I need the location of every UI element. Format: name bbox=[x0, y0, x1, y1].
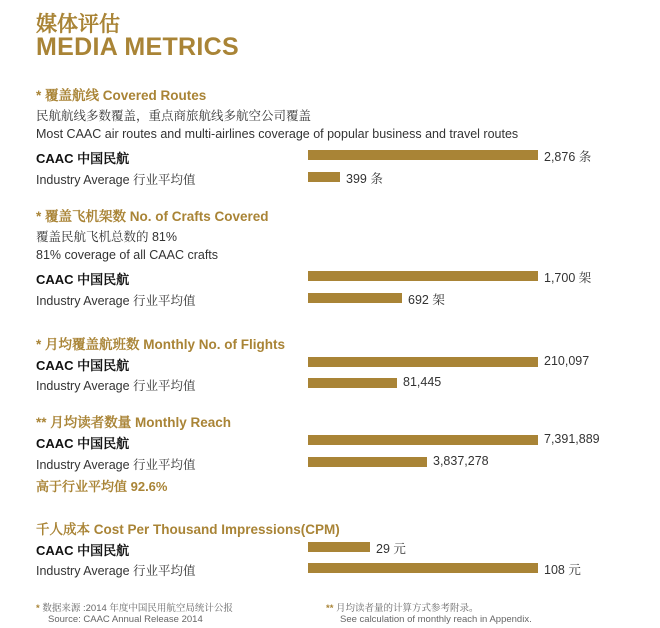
bar-industry bbox=[308, 378, 397, 388]
footnote-appendix-cn: 月均读者量的计算方式参考附录。 bbox=[336, 603, 479, 614]
bar-industry bbox=[308, 172, 340, 182]
section-description-cn: 覆盖民航飞机总数的 81% bbox=[36, 230, 177, 244]
bar-caac bbox=[308, 542, 370, 552]
row-label-industry: Industry Average 行业平均值 bbox=[36, 379, 196, 393]
section-title: * 覆盖航线 Covered Routes bbox=[36, 88, 207, 103]
bar-caac bbox=[308, 435, 538, 445]
bar-industry bbox=[308, 293, 402, 303]
section-title: * 月均覆盖航班数 Monthly No. of Flights bbox=[36, 337, 285, 352]
value-label-caac: 1,700 架 bbox=[544, 271, 592, 285]
footnote-source-en: Source: CAAC Annual Release 2014 bbox=[48, 614, 203, 625]
value-label-industry: 81,445 bbox=[403, 375, 442, 389]
section-title: ** 月均读者数量 Monthly Reach bbox=[36, 415, 232, 430]
footnote-appendix-en: See calculation of monthly reach in Appendix. bbox=[340, 614, 532, 625]
row-label-industry: Industry Average 行业平均值 bbox=[36, 458, 196, 472]
value-label-caac: 29 元 bbox=[376, 542, 406, 556]
value-label-caac: 210,097 bbox=[544, 354, 590, 368]
value-label-industry: 108 元 bbox=[544, 563, 581, 577]
reach-highlight-note: 高于行业平均值 92.6% bbox=[36, 479, 168, 494]
value-label-caac: 7,391,889 bbox=[544, 432, 600, 446]
row-label-caac: CAAC 中国民航 bbox=[36, 543, 130, 558]
row-label-caac: CAAC 中国民航 bbox=[36, 151, 130, 166]
value-label-caac: 2,876 条 bbox=[544, 150, 592, 164]
bar-caac bbox=[308, 150, 538, 160]
section-description-en: 81% coverage of all CAAC crafts bbox=[36, 248, 219, 262]
bar-caac bbox=[308, 357, 538, 367]
row-label-caac: CAAC 中国民航 bbox=[36, 358, 130, 373]
section-title: 千人成本 Cost Per Thousand Impressions(CPM) bbox=[36, 522, 340, 537]
footnote-mark: ** bbox=[326, 603, 334, 614]
bar-industry bbox=[308, 563, 538, 573]
value-label-industry: 3,837,278 bbox=[433, 454, 489, 468]
section-description-en: Most CAAC air routes and multi-airlines coverage of popular business and travel routes bbox=[36, 127, 519, 141]
row-label-caac: CAAC 中国民航 bbox=[36, 272, 130, 287]
row-label-caac: CAAC 中国民航 bbox=[36, 436, 130, 451]
bar-caac bbox=[308, 271, 538, 281]
bar-industry bbox=[308, 457, 427, 467]
section-title: * 覆盖飞机架数 No. of Crafts Covered bbox=[36, 209, 269, 224]
row-label-industry: Industry Average 行业平均值 bbox=[36, 173, 196, 187]
footnote-mark: * bbox=[36, 603, 40, 614]
value-label-industry: 399 条 bbox=[346, 172, 383, 186]
row-label-industry: Industry Average 行业平均值 bbox=[36, 564, 196, 578]
row-label-industry: Industry Average 行业平均值 bbox=[36, 294, 196, 308]
footnote-source-cn: 数据来源 :2014 年度中国民用航空局统计公报 bbox=[42, 603, 233, 614]
section-description-cn: 民航航线多数覆盖，重点商旅航线多航空公司覆盖 bbox=[36, 109, 312, 123]
page-title-cn: 媒体评估 bbox=[36, 13, 120, 36]
page-title-en: MEDIA METRICS bbox=[36, 33, 239, 61]
value-label-industry: 692 架 bbox=[408, 293, 445, 307]
